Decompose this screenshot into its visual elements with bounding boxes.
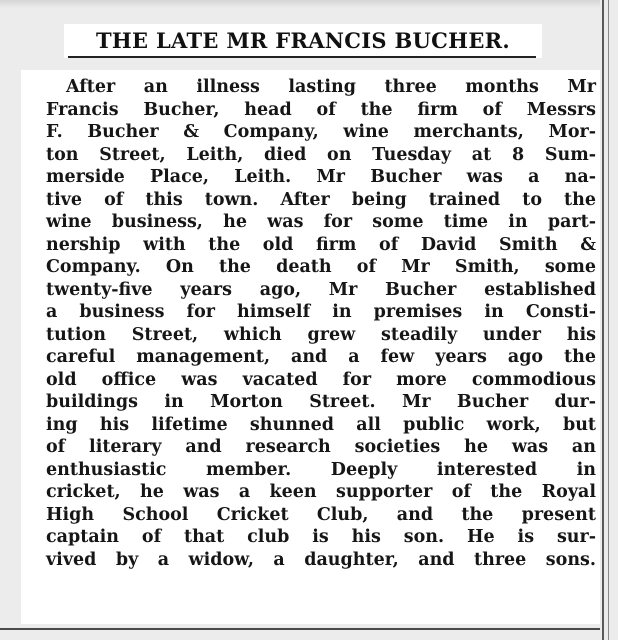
article-line: tive of this town. After being trained to the xyxy=(46,189,596,210)
headline-underline xyxy=(68,56,536,58)
article-body xyxy=(46,76,596,571)
article-line: captain of that club is his son. He is sur- xyxy=(46,527,596,547)
article-line: of literary and research societies he was an xyxy=(46,437,596,457)
article-line: Francis Bucher, head of the firm of Messrs xyxy=(46,99,596,120)
article-line: vived by a widow, a daughter, and three sons. xyxy=(46,549,596,570)
article-line: a business for himself in premises in Consti- xyxy=(46,302,596,322)
article-line: merside Place, Leith. Mr Bucher was a na- xyxy=(46,167,596,187)
article-line: nership with the old firm of David Smith & xyxy=(46,234,596,255)
article-line: F. Bucher & Company, wine merchants, Mor- xyxy=(46,122,596,142)
article-line: After an illness lasting three months Mr xyxy=(66,77,596,97)
article-line: twenty-five years ago, Mr Bucher established xyxy=(46,279,596,300)
column-rule xyxy=(602,0,604,640)
article-line: Company. On the death of Mr Smith, some xyxy=(46,257,596,277)
article-line: enthusiastic member. Deeply interested in xyxy=(46,459,596,480)
top-edge xyxy=(0,0,600,8)
article-line: cricket, he was a keen supporter of the Royal xyxy=(46,482,596,502)
article-line: old office was vacated for more commodious xyxy=(46,369,596,390)
article-line: wine business, he was for some time in part- xyxy=(46,212,596,232)
article-line: tution Street, which grew steadily under his xyxy=(46,324,596,345)
article-headline: THE LATE MR FRANCIS BUCHER. xyxy=(64,24,542,58)
article-line: careful management, and a few years ago the xyxy=(46,347,596,367)
article-line: ing his lifetime shunned all public work, but xyxy=(46,414,596,435)
column-rule-secondary xyxy=(608,0,609,640)
article-line: ton Street, Leith, died on Tuesday at 8 Sum- xyxy=(46,144,596,165)
bottom-rule xyxy=(0,628,600,640)
article-line: High School Cricket Club, and the present xyxy=(46,504,596,525)
article-line: buildings in Morton Street. Mr Bucher dur- xyxy=(46,392,596,412)
